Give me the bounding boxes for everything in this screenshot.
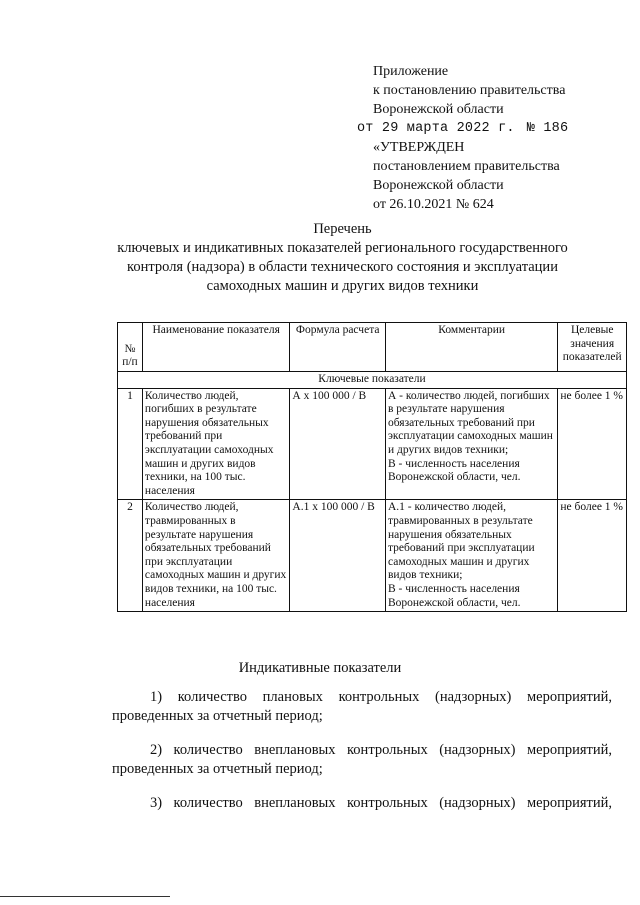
row-comment-a: А - количество людей, погибших в результате нарушения обязательных требований при эксплуатации самоходных машин и других видов техники;: [387, 389, 553, 456]
title-line-2: ключевых и индикативных показателей регионального государственного: [117, 240, 568, 256]
indicative-item-text: 2) количество внеплановых контрольных (надзорных) мероприятий,: [150, 742, 612, 758]
indicative-item-cont: проведенных за отчетный период;: [112, 708, 323, 724]
table-row: [118, 388, 627, 500]
row-num: 2: [118, 500, 143, 612]
row-name: Количество людей, травмированных в результате нарушения обязательных требований при эксплуатации самоходных машин и других видов техники, на 100 тыс. населения: [142, 500, 290, 612]
row-comment: [385, 388, 557, 500]
appendix-resolution: к постановлению правительства: [373, 83, 566, 98]
header-comment: Комментарии: [385, 323, 557, 372]
row-target: не более 1 %: [558, 500, 627, 612]
row-target: не более 1 %: [558, 388, 627, 500]
header-formula: Формула расчета: [290, 323, 386, 372]
resolution-number: № 186: [526, 121, 569, 136]
indicative-item-text: 1) количество плановых контрольных (надзорных) мероприятий,: [150, 689, 612, 705]
appendix-header: [357, 62, 635, 214]
approved-label: «УТВЕРЖДЕН: [373, 140, 465, 155]
appendix-label: Приложение: [373, 64, 449, 79]
approved-region: Воронежской области: [373, 178, 504, 193]
header-name: Наименование показателя: [142, 323, 290, 372]
row-name: Количество людей, погибших в результате нарушения обязательных требований при эксплуатации самоходных машин и других видов техники, на 100 тыс. населения: [142, 388, 290, 500]
footnote-divider: [0, 896, 170, 897]
indicative-item: [112, 794, 612, 813]
indicative-item-cont: проведенных за отчетный период;: [112, 761, 323, 777]
title-line-1: Перечень: [313, 221, 372, 237]
header-target: Целевые значения показателей: [558, 323, 627, 372]
row-comment: [385, 500, 557, 612]
approved-by: постановлением правительства: [373, 159, 560, 174]
approved-date: от 26.10.2021 № 624: [373, 197, 494, 212]
key-indicators-table: [117, 322, 627, 612]
row-formula: А х 100 000 / В: [290, 388, 386, 500]
appendix-region: Воронежской области: [373, 102, 504, 117]
table-header-row: [118, 323, 627, 372]
row-num: 1: [118, 388, 143, 500]
row-comment-b: В - численность населения Воронежской области, чел.: [387, 582, 521, 609]
resolution-date-stamp: [357, 119, 635, 138]
title-line-3: контроля (надзора) в области технического состояния и эксплуатации: [127, 259, 558, 275]
section-title: Ключевые показатели: [118, 372, 627, 389]
document-title: [90, 220, 595, 296]
indicative-item: [112, 741, 612, 779]
row-formula: А.1 х 100 000 / В: [290, 500, 386, 612]
table-row: [118, 500, 627, 612]
row-comment-b: В - численность населения Воронежской области, чел.: [387, 457, 521, 484]
section-row: [118, 372, 627, 389]
indicative-item: [112, 688, 612, 726]
header-num: № п/п: [118, 323, 143, 372]
resolution-date: от 29 марта 2022 г.: [357, 121, 515, 136]
row-comment-a: А.1 - количество людей, травмированных в результате нарушения обязательных требований при эксплуатации самоходных машин и других видов техники;: [387, 501, 535, 582]
title-line-4: самоходных машин и других видов техники: [206, 278, 479, 294]
indicative-item-text: 3) количество внеплановых контрольных (надзорных) мероприятий,: [150, 795, 612, 811]
indicative-title: Индикативные показатели: [238, 660, 402, 676]
